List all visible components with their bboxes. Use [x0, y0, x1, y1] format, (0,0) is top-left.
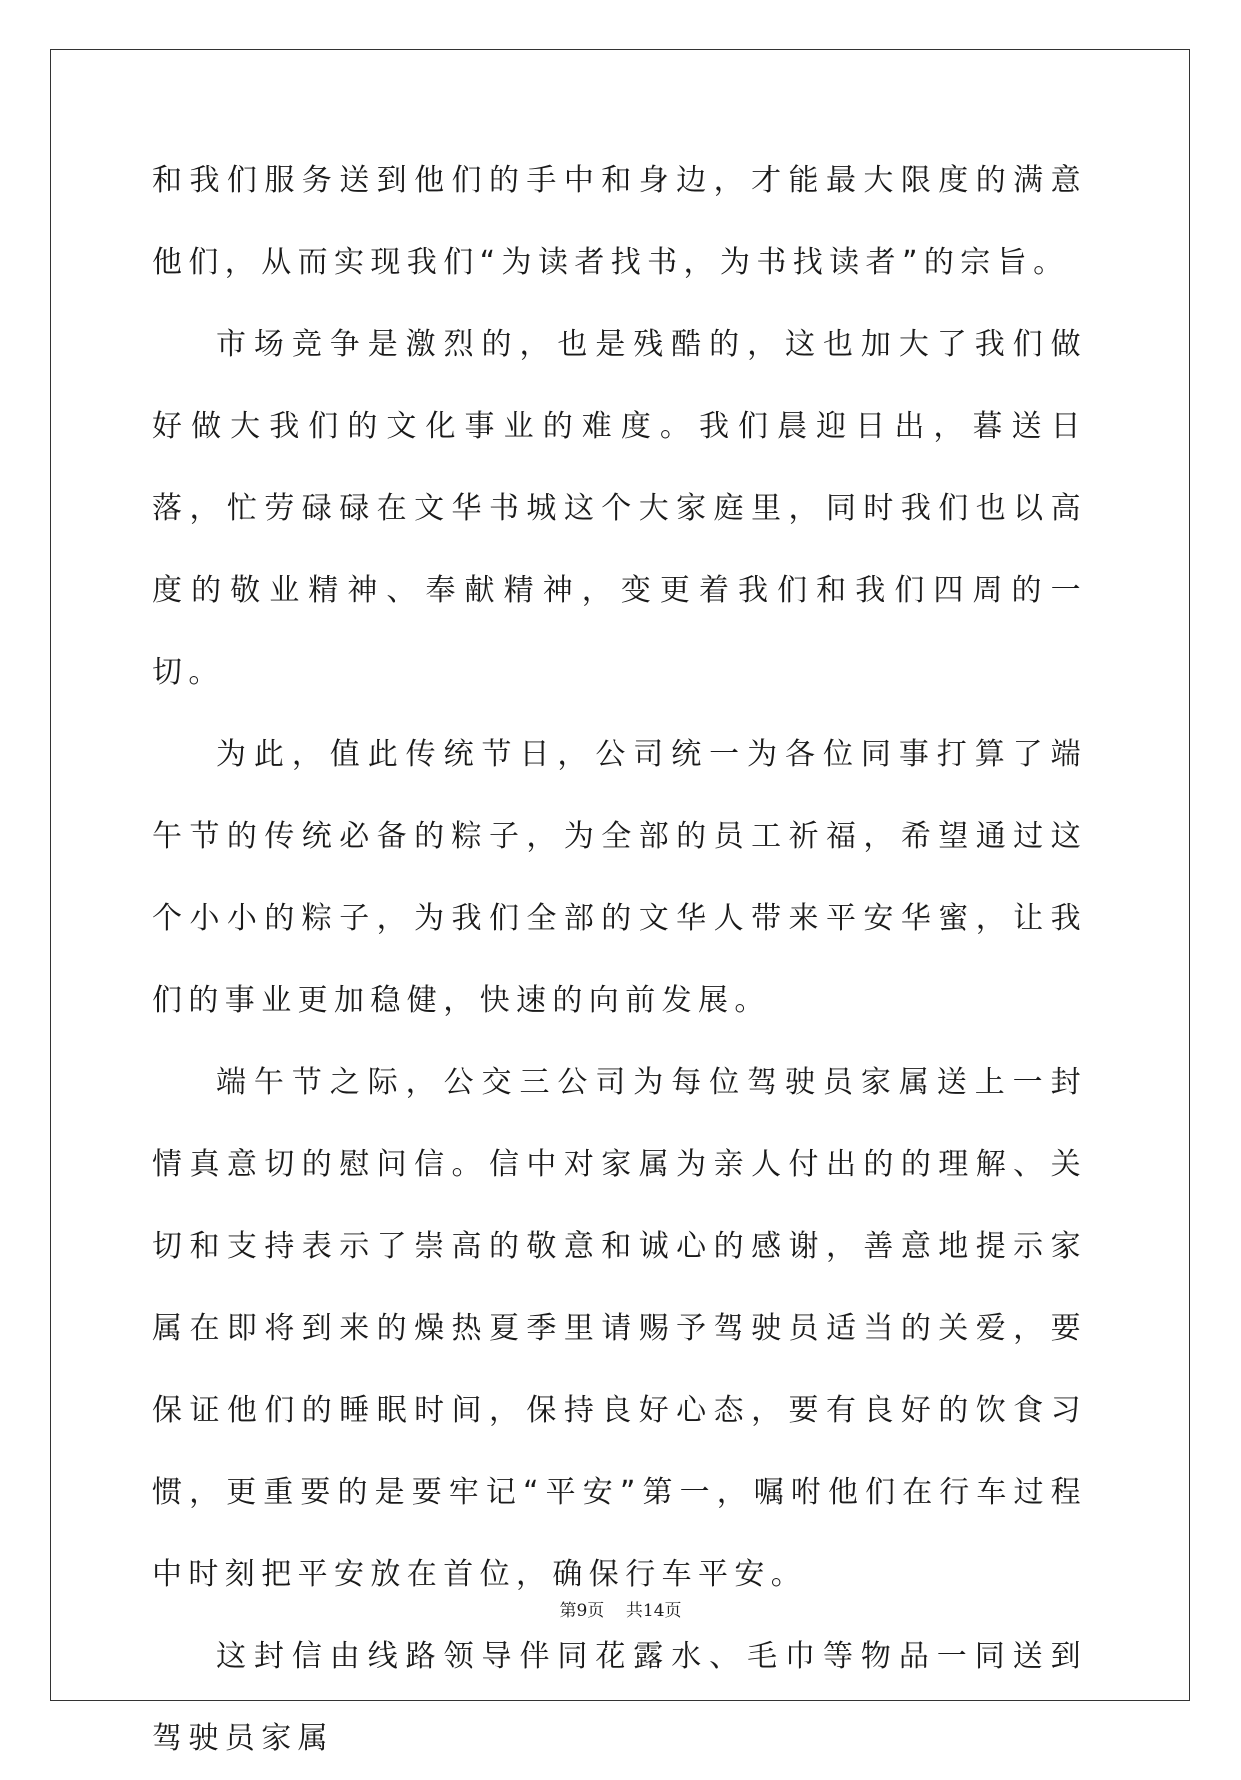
- paragraph-1: 和我们服务送到他们的手中和身边，才能最大限度的满意他们，从而实现我们“为读者找书，为书找读者”的宗旨。: [152, 163, 1087, 280]
- paragraph-3: 为此，值此传统节日，公司统一为各位同事打算了端午节的传统必备的粽子，为全部的员工祈福，希望通过这个小小的粽子，为我们全部的文华人带来平安华蜜，让我们的事业更加稳健，快速的向前发展。: [152, 737, 1087, 1018]
- footer-spacer: [604, 1601, 626, 1621]
- paragraph-5: 这封信由线路领导伴同花露水、毛巾等物品一同送到驾驶员家属: [152, 1639, 1087, 1756]
- document-body: [152, 163, 1087, 1780]
- page-footer: [0, 1596, 1241, 1621]
- paragraph-2: 市场竞争是激烈的，也是残酷的，这也加大了我们做好做大我们的文化事业的难度。我们晨迎日出，暮送日落，忙劳碌碌在文华书城这个大家庭里，同时我们也以高度的敬业精神、奉献精神，变更着我们和我们四周的一切。: [152, 327, 1087, 690]
- page-total: 共14页: [625, 1601, 682, 1621]
- paragraph-4: 端午节之际，公交三公司为每位驾驶员家属送上一封情真意切的慰问信。信中对家属为亲人付出的的理解、关切和支持表示了崇高的敬意和诚心的感谢，善意地提示家属在即将到来的燥热夏季里请赐予驾驶员适当的关爱，要保证他们的睡眠时间，保持良好心态，要有良好的饮食习惯，更重要的是要牢记“平安”第一，嘱咐他们在行车过程中时刻把平安放在首位，确保行车平安。: [152, 1065, 1087, 1592]
- page-number: 第9页: [559, 1601, 605, 1621]
